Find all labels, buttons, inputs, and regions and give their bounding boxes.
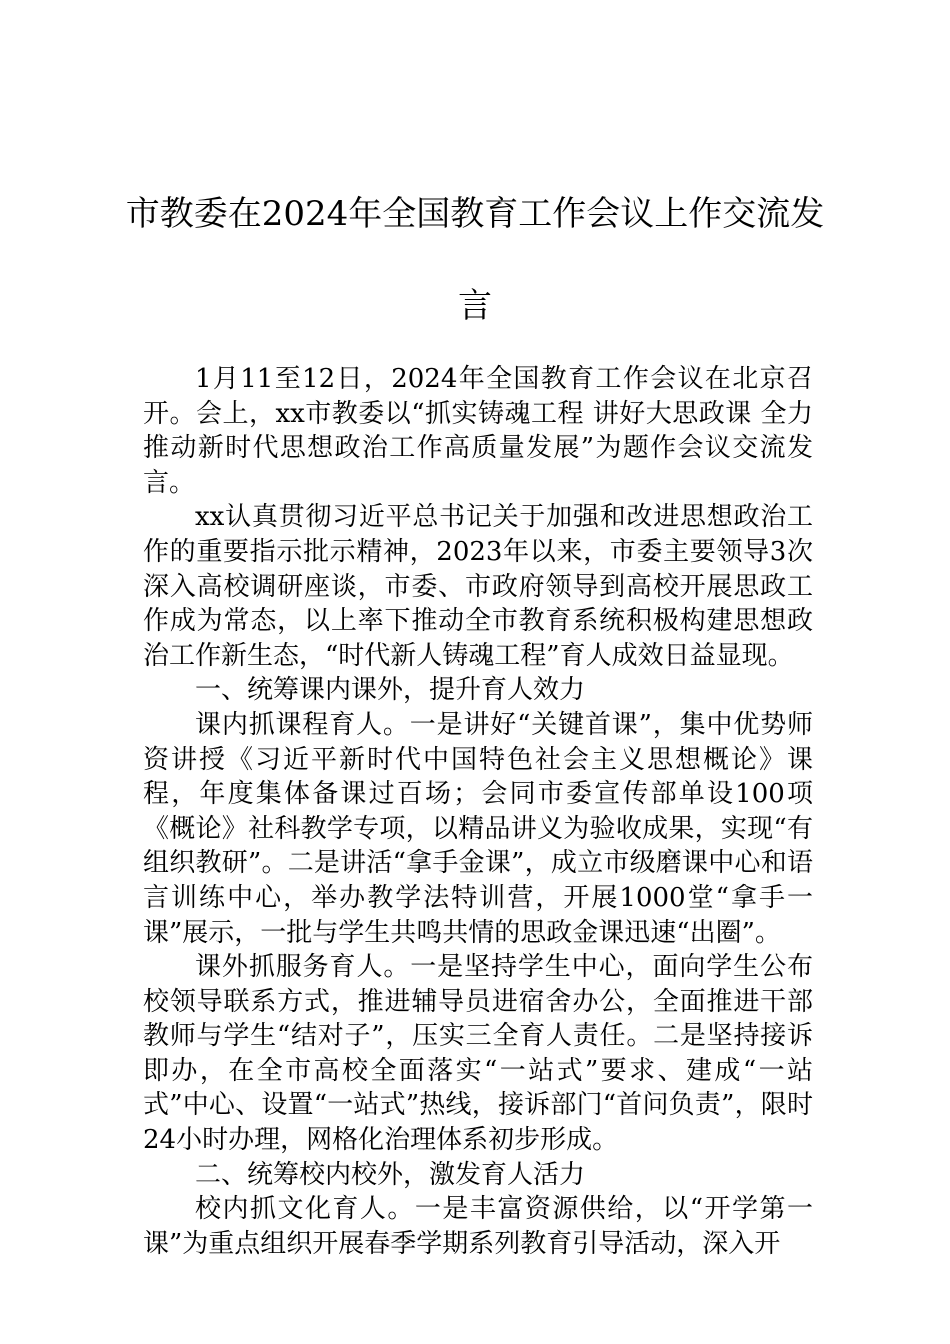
paragraph-overview: xx认真贯彻习近平总书记关于加强和改进思想政治工作的重要指示批示精神，2023年以来，市委主要领导3次深入高校调研座谈，市委、市政府领导到高校开展思政工作成为常态，以上率下推动全市教育系统积极构建思想政治工作新生态，“时代新人铸魂工程”育人成效日益显现。: [143, 502, 813, 671]
section-heading-1: 一、统筹课内课外，提升育人效力: [195, 675, 586, 706]
paragraph-culture-education: 校内抓文化育人。一是丰富资源供给，以“开学第一课”为重点组织开展春季学期系列教育引导活动，深入开: [143, 1194, 813, 1259]
document-body: [143, 362, 813, 1261]
paragraph-intro: 1月11至12日，2024年全国教育工作会议在北京召开。会上，xx市教委以“抓实铸魂工程 讲好大思政课 全力推动新时代思想政治工作高质量发展”为题作会议交流发言。: [143, 364, 813, 498]
section-heading-2: 二、统筹校内校外，激发育人活力: [195, 1159, 586, 1190]
document-title: 市教委在2024年全国教育工作会议上作交流发言: [125, 194, 825, 326]
paragraph-service-education: 课外抓服务育人。一是坚持学生中心，面向学生公布校领导联系方式，推进辅导员进宿舍办公，全面推进干部教师与学生“结对子”，压实三全育人责任。二是坚持接诉即办，在全市高校全面落实“一站式”要求、建成“一站式”中心、设置“一站式”热线，接诉部门“首问负责”，限时24小时办理，网格化治理体系初步形成。: [143, 952, 813, 1156]
paragraph-course-education: 课内抓课程育人。一是讲好“关键首课”，集中优势师资讲授《习近平新时代中国特色社会主义思想概论》课程，年度集体备课过百场；会同市委宣传部单设100项《概论》社科教学专项，以精品讲义为验收成果，实现“有组织教研”。二是讲活“拿手金课”，成立市级磨课中心和语言训练中心，举办教学法特训营，开展1000堂“拿手一课”展示，一批与学生共鸣共情的思政金课迅速“出圈”。: [143, 709, 813, 948]
